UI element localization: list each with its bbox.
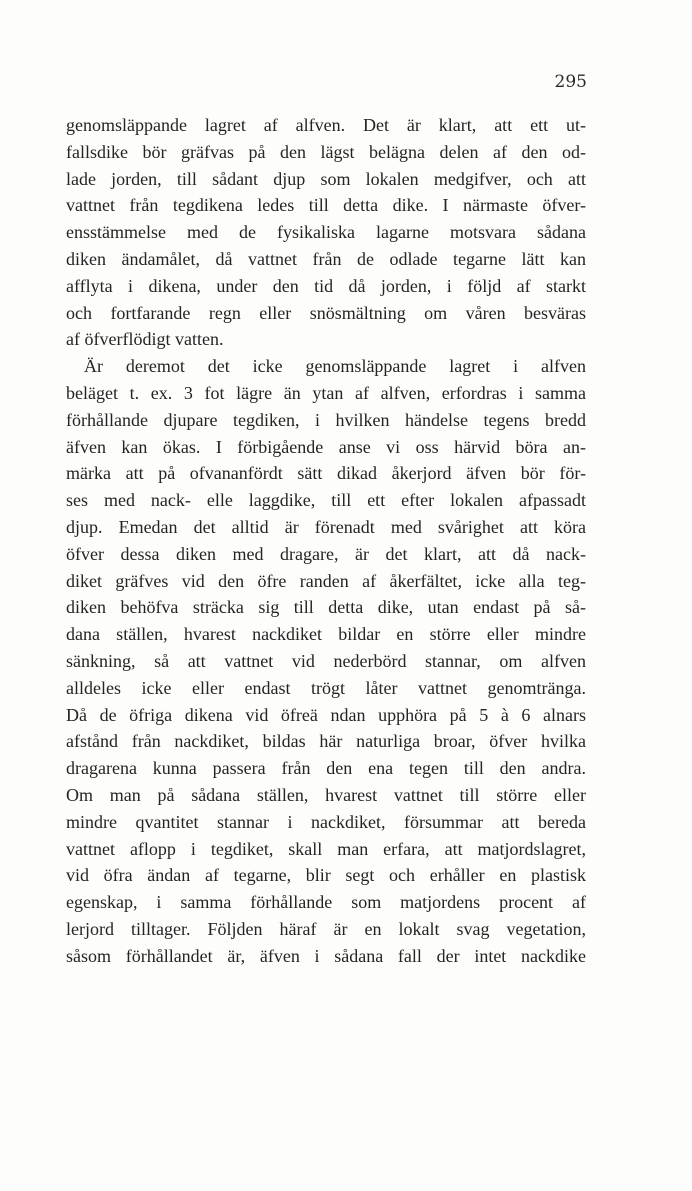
text-line: märka att på ofvananfördt sätt dikad åkerjord äfven bör för- xyxy=(66,463,586,484)
text-line: och fortfarande regn eller snösmältning om våren besväras xyxy=(66,302,586,323)
text-line: mindre qvantitet stannar i nackdiket, försummar att bereda xyxy=(66,811,586,832)
text-line: äfven kan ökas. I förbigående anse vi oss härvid böra an- xyxy=(66,436,586,457)
text-line: vid öfra ändan af tegarne, blir segt och erhåller en plastisk xyxy=(66,865,586,886)
text-line: af öfverflödigt vatten. xyxy=(66,329,224,350)
text-line: afflyta i dikena, under den tid då jorden, i följd af starkt xyxy=(66,275,586,296)
text-line: Är deremot det icke genomsläppande lagret i alfven xyxy=(84,356,586,377)
text-line: lerjord tilltager. Följden häraf är en lokalt svag vegetation, xyxy=(66,918,586,939)
text-line: dana ställen, hvarest nackdiket bildar en större eller mindre xyxy=(66,624,586,645)
text-line: afstånd från nackdiket, bildas här naturliga broar, öfver hvilka xyxy=(66,731,586,752)
text-line: vattnet aflopp i tegdiket, skall man erfara, att matjordslagret, xyxy=(66,838,586,859)
text-line: såsom förhållandet är, äfven i sådana fall der intet nackdike xyxy=(66,945,586,966)
text-line: beläget t. ex. 3 fot lägre än ytan af alfven, erfordras i samma xyxy=(66,382,586,403)
text-line: förhållande djupare tegdiken, i hvilken händelse tegens bredd xyxy=(66,409,586,430)
text-line: genomsläppande lagret af alfven. Det är klart, att ett ut- xyxy=(66,115,586,135)
text-line: diken ändamålet, då vattnet från de odlade tegarne lätt kan xyxy=(66,248,586,269)
text-line: diket gräfves vid den öfre randen af åkerfältet, icke alla teg- xyxy=(66,570,586,591)
text-line: vattnet från tegdikena ledes till detta dike. I närmaste öfver- xyxy=(66,195,586,216)
text-line: öfver dessa diken med dragare, är det klart, att då nack- xyxy=(66,543,586,564)
text-line: alldeles icke eller endast trögt låter vattnet genomtränga. xyxy=(66,677,586,698)
text-line: sänkning, så att vattnet vid nederbörd stannar, om alfven xyxy=(66,650,586,671)
text-line: djup. Emedan det alltid är förenadt med svårighet att köra xyxy=(66,516,586,537)
text-line: Om man på sådana ställen, hvarest vattnet till större eller xyxy=(66,784,586,805)
text-line: diken behöfva sträcka sig till detta dike, utan endast på så- xyxy=(66,597,586,618)
text-line: dragarena kunna passera från den ena tegen till den andra. xyxy=(66,758,586,779)
text-line: ses med nack- elle laggdike, till ett efter lokalen afpassadt xyxy=(66,490,586,511)
text-line: lade jorden, till sådant djup som lokalen medgifver, och att xyxy=(66,168,586,189)
text-line: ensstämmelse med de fysikaliska lagarne motsvara sådana xyxy=(66,222,586,243)
text-line: fallsdike bör gräfvas på den lägst belägna delen af den od- xyxy=(66,141,586,162)
text-line: Då de öfriga dikena vid öfreä ndan upphöra på 5 à 6 alnars xyxy=(66,704,586,725)
text-line: egenskap, i samma förhållande som matjordens procent af xyxy=(66,892,586,913)
page-number: 295 xyxy=(554,72,587,92)
body-text xyxy=(66,112,586,970)
